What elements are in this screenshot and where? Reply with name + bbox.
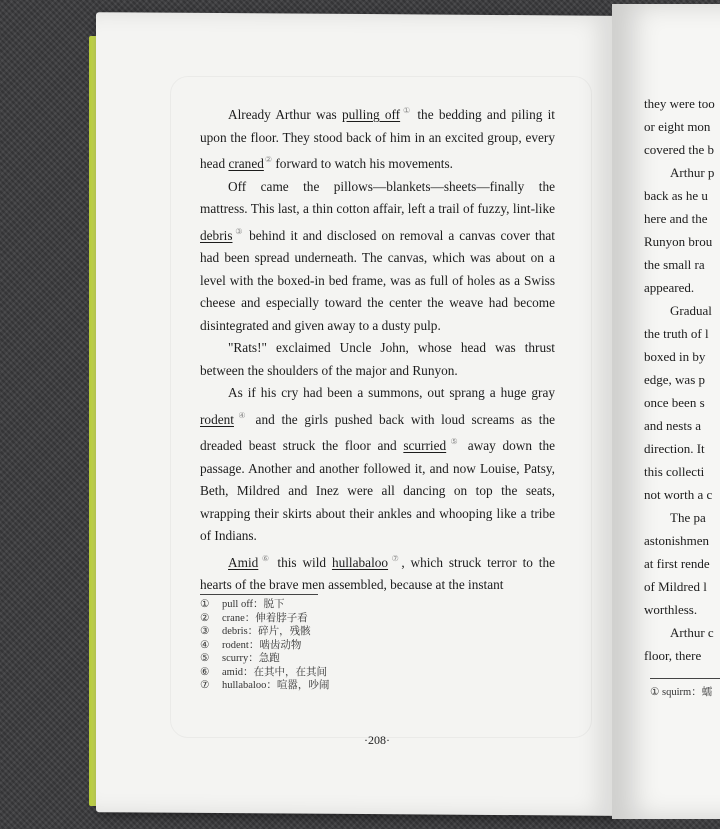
footnote-marker: ⑦ (389, 553, 402, 563)
footnote-item (200, 625, 500, 639)
text-line: Runyon brou (644, 234, 713, 249)
footnote-text: amid：在其中，在其间 (222, 666, 327, 678)
footnote-item (200, 612, 500, 626)
footnote-marker: ⑥ (259, 553, 272, 563)
footnote-item (200, 666, 500, 680)
underlined-word: scurried (403, 438, 447, 453)
text-run: forward to watch his movements. (272, 156, 453, 171)
right-footnote-rule (650, 678, 720, 679)
footnote-item (200, 598, 500, 612)
footnote-text: rodent：啮齿动物 (222, 639, 302, 651)
footnote-rule (200, 594, 318, 595)
underlined-word: rodent (200, 411, 234, 427)
footnote-item (200, 679, 500, 693)
footnote-marker: ④ (234, 410, 249, 420)
text-line: once been s (644, 395, 705, 410)
right-footnote: ① squirm：蠕 (650, 687, 713, 698)
footnote-marker: ⑤ (447, 437, 462, 446)
text-line: the small ra (644, 257, 705, 272)
text-run: , which struck terror to the hearts of the brave men assembled, because at the instant (200, 554, 556, 592)
text-run: Already Arthur was (228, 107, 342, 122)
text-line: or eight mon (644, 119, 711, 134)
text-line: here and the (644, 211, 708, 226)
footnotes (200, 598, 500, 693)
text-run: away down the passage. Another and another followed it, and now Louise, Patsy, Beth, Mildred and Inez were all dancing on top the seats, wrapping their skirts about their ankles and whooping like a tribe of Indians. (200, 438, 555, 543)
text-line: of Mildred l (644, 579, 707, 594)
text-run: this wild (271, 554, 332, 570)
text-line: Gradual (670, 303, 712, 318)
left-page-text (200, 100, 555, 597)
text-run: the bedding and piling it upon the floor. They stood back of him in an excited group, every head (200, 107, 556, 171)
paragraph (200, 548, 555, 597)
page-number: ·208· (364, 733, 390, 747)
paragraph (200, 176, 555, 338)
underlined-word: Amid (228, 554, 259, 570)
text-line: not worth a c (644, 487, 713, 502)
footnote-marker: ① (401, 106, 413, 115)
footnote-number: ④ (200, 639, 210, 651)
footnote-text: scurry：急跑 (222, 653, 280, 664)
text-line: at first rende (644, 556, 710, 571)
paragraph (200, 337, 555, 382)
text-line: boxed in by (644, 349, 706, 364)
underlined-word: debris (200, 227, 233, 243)
footnote-text: crane：伸着脖子看 (222, 612, 308, 624)
text-run: "Rats!" exclaimed Uncle John, whose head was thrust between the shoulders of the major and Runyon. (200, 340, 555, 378)
text-line: Arthur p (670, 165, 715, 180)
footnote-text: pull off：脱下 (222, 599, 285, 610)
text-line: direction. It (644, 441, 705, 456)
footnote-text: debris：碎片，残骸 (222, 626, 311, 637)
footnote-number: ① (200, 599, 210, 610)
text-run: and the girls pushed back with loud screams as the dreaded beast struck the floor and (200, 411, 555, 453)
underlined-word: pulling off (341, 107, 401, 122)
text-run: As if his cry had been a summons, out sprang a huge gray (228, 385, 555, 400)
text-line: astonishmen (644, 533, 709, 548)
paragraph (200, 100, 555, 176)
footnote-text: hullabaloo：喧嚣，吵闹 (222, 680, 330, 691)
text-line: floor, there (644, 648, 702, 663)
text-line: edge, was p (644, 372, 706, 387)
footnote-number: ⑦ (200, 680, 210, 691)
text-line: the truth of l (644, 326, 709, 341)
text-run: behind it and disclosed on removal a canvas cover that had been spread underneath. The canvas, which was about on a level with the boxed-in bed frame, was as full of holes as a Swiss cheese and especially toward the center the weave had become disintegrated and given away to a dusty pulp. (200, 227, 555, 333)
text-line: worthless. (644, 602, 698, 617)
underlined-word: hullabaloo (331, 554, 389, 570)
text-line: back as he u (644, 188, 708, 203)
text-run: Off came the pillows—blankets—sheets—finally the mattress. This last, a thin cotton affair, left a trail of fuzzy, lint-like (200, 178, 555, 216)
footnote-number: ③ (200, 626, 210, 637)
text-line: and nests a (644, 418, 702, 433)
text-line: Arthur c (670, 625, 714, 640)
paragraph (200, 382, 555, 548)
text-line: they were too (644, 96, 715, 111)
right-page-text (644, 92, 720, 667)
text-line: this collecti (644, 464, 705, 479)
text-line: appeared. (644, 280, 695, 295)
footnote-number: ⑤ (200, 653, 210, 664)
text-line: covered the b (644, 142, 715, 157)
underlined-word: craned (228, 156, 264, 171)
footnote-marker: ③ (233, 226, 245, 236)
text-line: The pa (670, 510, 706, 525)
footnote-marker: ② (264, 155, 273, 164)
footnote-item (200, 639, 500, 653)
footnote-number: ⑥ (200, 666, 210, 678)
footnote-item (200, 652, 500, 666)
footnote-number: ② (200, 612, 210, 624)
